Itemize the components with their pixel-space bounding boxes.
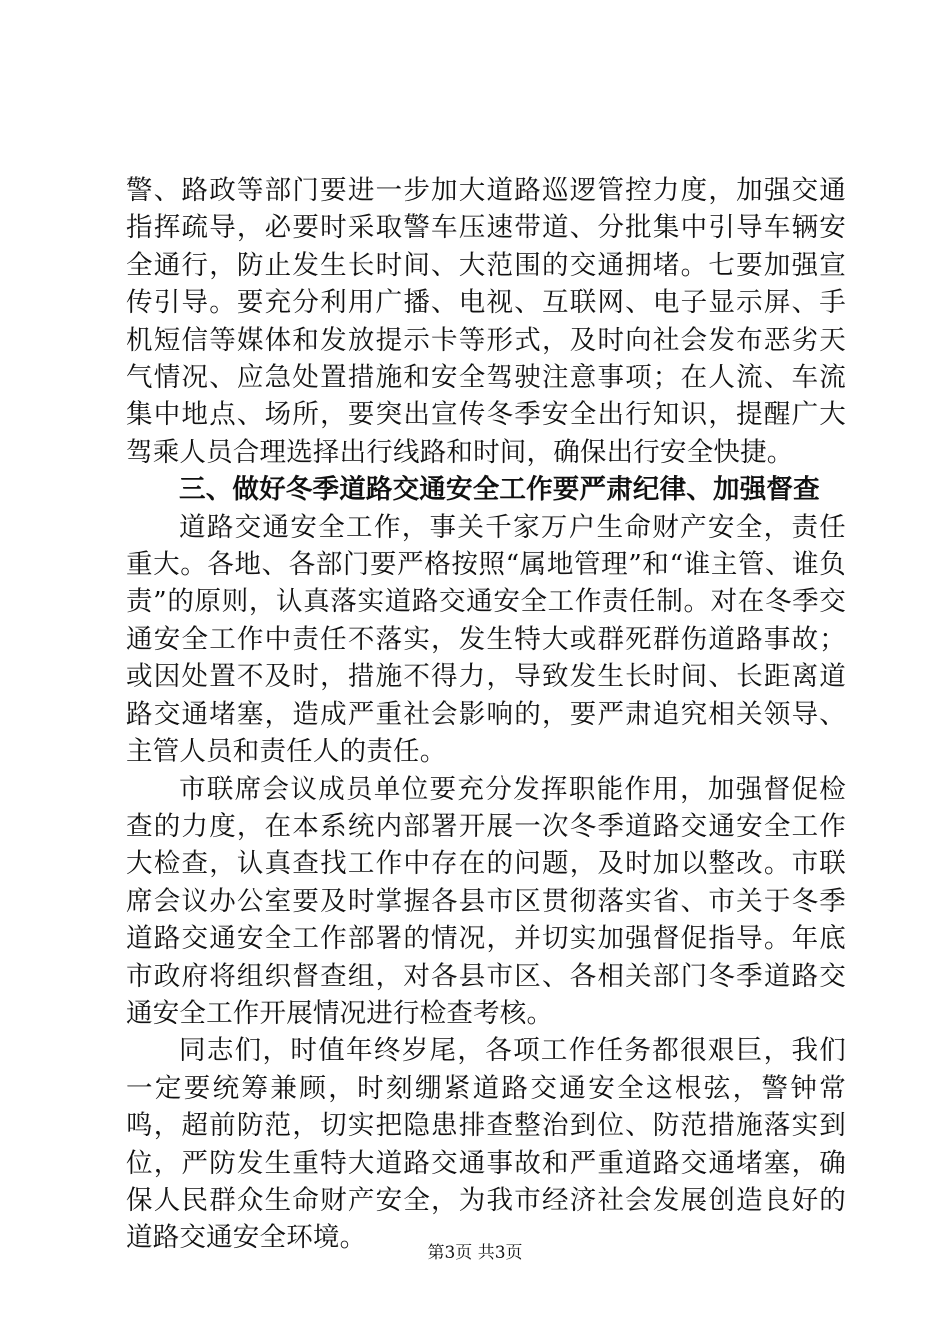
section-heading: 三、做好冬季道路交通安全工作要严肃纪律、加强督查 [179, 474, 820, 506]
paragraph-continuation: 警、路政等部门要进一步加大道路巡逻管控力度，加强交通指挥疏导，必要时采取警车压速带道、分批集中引导车辆安全通行，防止发生长时间、大范围的交通拥堵。七要加强宣传引导。要充分利用广播、电视、互联网、电子显示屏、手机短信等媒体和发放提示卡等形式，及时向社会发布恶劣天气情况、应急处置措施和安全驾驶注意事项；在人流、车流集中地点、场所，要突出宣传冬季安全出行知识，提醒广大驾乘人员合理选择出行线路和时间，确保出行安全快捷。 [126, 175, 846, 468]
paragraph-supervision: 市联席会议成员单位要充分发挥职能作用，加强督促检查的力度，在本系统内部署开展一次冬季道路交通安全工作大检查，认真查找工作中存在的问题，及时加以整改。市联席会议办公室要及时掌握各县市区贯彻落实省、市关于冬季道路交通安全工作部署的情况，并切实加强督促指导。年底市政府将组织督查组，对各县市区、各相关部门冬季道路交通安全工作开展情况进行检查考核。 [126, 773, 846, 1029]
paragraph-responsibility: 道路交通安全工作，事关千家万户生命财产安全，责任重大。各地、各部门要严格按照“属地管理”和“谁主管、谁负责”的原则，认真落实道路交通安全工作责任制。对在冬季交通安全工作中责任不落实，发生特大或群死群伤道路事故；或因处置不及时，措施不得力，导致发生长时间、长距离道路交通堵塞，造成严重社会影响的，要严肃追究相关领导、主管人员和责任人的责任。 [126, 511, 846, 768]
paragraph-closing: 同志们，时值年终岁尾，各项工作任务都很艰巨，我们一定要统筹兼顾，时刻绷紧道路交通安全这根弦，警钟常鸣，超前防范，切实把隐患排查整治到位、防范措施落实到位，严防发生重特大道路交通事故和严重道路交通堵塞，确保人民群众生命财产安全，为我市经济社会发展创造良好的道路交通安全环境。 [126, 1035, 846, 1254]
document-body [126, 172, 846, 1257]
page-number-footer: 第3页 共3页 [427, 1243, 523, 1263]
